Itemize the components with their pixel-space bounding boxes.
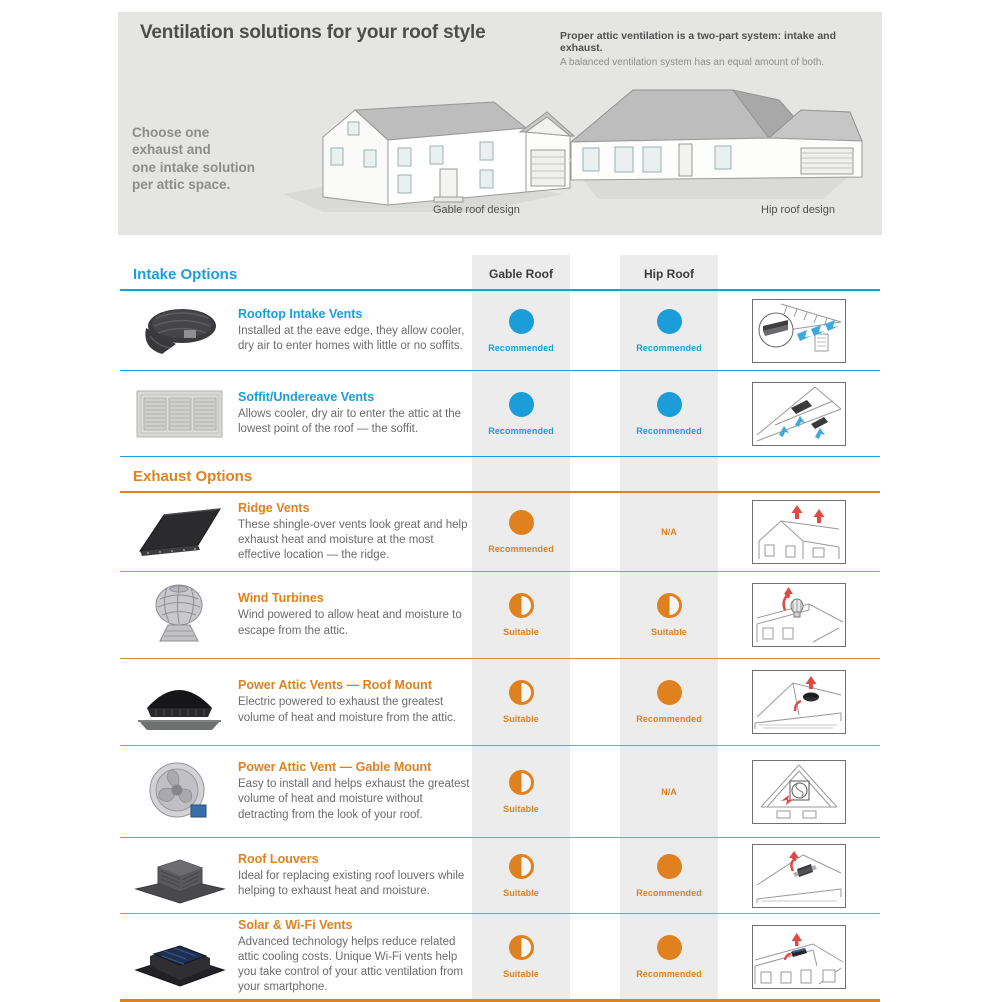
hip-status-cell — [620, 914, 718, 999]
product-description: Ideal for replacing existing roof louvers while helping to exhaust heat and moisture. — [238, 869, 465, 897]
status-dot — [657, 680, 682, 705]
status-dot — [657, 854, 682, 879]
status-dot — [509, 935, 534, 960]
table-row-wind-turbines — [120, 572, 880, 659]
status-label: Suitable — [503, 803, 539, 814]
gable-status-cell — [472, 746, 570, 837]
thumbnail-gable-mount-fan-illustration — [752, 760, 846, 824]
product-name: Wind Turbines — [238, 591, 324, 606]
column-header-gable-roof: Gable Roof — [488, 267, 553, 281]
product-description: Easy to install and helps exhaust the greatest volume of heat and moisture without detracting from the look of your roof. — [238, 778, 470, 821]
gable-status-cell — [472, 659, 570, 745]
status-dot — [657, 593, 682, 618]
product-description: Allows cooler, dry air to enter the attic at the lowest point of the roof — the soffit. — [238, 407, 462, 435]
status-label: Recommended — [636, 425, 702, 436]
hero-note — [560, 30, 860, 68]
hip-status-cell — [620, 572, 718, 658]
product-description: These shingle-over vents look great and help exhaust heat and moisture at the most effective location — the ridge. — [238, 518, 468, 562]
hip-status-cell — [620, 746, 718, 837]
exhaust-header-row — [120, 457, 880, 493]
status-dot — [509, 770, 534, 795]
choose-line: one intake solution — [132, 159, 256, 175]
product-name: Ridge Vents — [238, 500, 310, 515]
product-description: Electric powered to exhaust the greatest volume of heat and moisture from the attic. — [238, 696, 456, 724]
product-name: Roof Louvers — [238, 851, 319, 866]
intake-header-row — [120, 255, 880, 291]
thumbnail-solar-vent-illustration — [752, 925, 846, 989]
table-row-soffit-undereave-vents — [120, 371, 880, 457]
status-dot — [657, 392, 682, 417]
product-image-soffit-vent — [132, 384, 227, 444]
choose-instruction — [132, 124, 255, 193]
status-label: Recommended — [636, 342, 702, 353]
hero-note-bold: Proper attic ventilation is a two-part system: intake and exhaust. — [560, 30, 836, 54]
page-title: Ventilation solutions for your roof style — [140, 22, 486, 43]
hip-status-cell — [620, 838, 718, 913]
status-dot — [509, 854, 534, 879]
choose-line: exhaust and — [132, 142, 211, 158]
product-description: Wind powered to allow heat and moisture to escape from the attic. — [238, 609, 462, 637]
table-row-ridge-vents — [120, 493, 880, 572]
comparison-table — [120, 255, 880, 1002]
status-dot — [509, 392, 534, 417]
product-description: Installed at the eave edge, they allow cooler, dry air to enter homes with little or no soffits. — [238, 324, 465, 352]
status-label: N/A — [661, 527, 677, 537]
thumbnail-eave-intake-illustration — [752, 299, 846, 363]
status-label: Recommended — [636, 887, 702, 898]
hip-status-cell — [620, 493, 718, 571]
status-dot — [509, 309, 534, 334]
status-label: Recommended — [636, 968, 702, 979]
product-image-ridge-vent — [132, 503, 227, 561]
product-name: Solar & Wi-Fi Vents — [238, 917, 353, 932]
gable-status-cell — [472, 291, 570, 370]
status-label: Suitable — [503, 714, 539, 724]
choose-line: Choose one — [132, 125, 210, 140]
choose-line: per attic space. — [132, 176, 231, 192]
hip-status-cell — [620, 659, 718, 745]
intake-options-heading: Intake Options — [133, 266, 238, 283]
status-label: Recommended — [488, 342, 554, 353]
thumbnail-roof-louver-illustration — [752, 844, 846, 908]
product-image-rooftop-intake-vent — [132, 300, 227, 362]
status-label: Suitable — [503, 968, 539, 979]
status-label: Recommended — [636, 714, 702, 724]
thumbnail-ridge-vent-illustration — [752, 500, 846, 564]
status-dot — [509, 510, 534, 535]
thumbnail-roof-mount-vent-illustration — [752, 670, 846, 734]
product-name: Soffit/Undereave Vents — [238, 389, 375, 404]
status-label: Suitable — [503, 887, 539, 898]
table-row-power-attic-vent-gable-mount — [120, 746, 880, 838]
product-image-roof-louver — [132, 847, 227, 905]
product-image-gable-mount-fan — [133, 759, 225, 825]
table-row-roof-louvers — [120, 838, 880, 914]
gable-status-cell — [472, 914, 570, 999]
gable-house-illustration — [268, 62, 578, 212]
status-label: Recommended — [488, 425, 554, 436]
product-image-power-attic-vent-roof-mount — [132, 672, 227, 732]
exhaust-options-heading: Exhaust Options — [133, 468, 253, 485]
hero-note-sub: A balanced ventilation system has an equal amount of both. — [560, 57, 825, 68]
product-name: Power Attic Vent — Gable Mount — [238, 760, 432, 775]
status-label: Suitable — [651, 627, 687, 637]
status-dot — [657, 935, 682, 960]
hip-house-illustration — [563, 64, 868, 209]
status-label: Recommended — [488, 544, 554, 554]
hero-section — [118, 12, 882, 235]
hip-status-cell — [620, 371, 718, 456]
column-header-hip-roof: Hip Roof — [644, 267, 694, 281]
hip-status-cell — [620, 291, 718, 370]
gable-status-cell — [472, 572, 570, 658]
gable-status-cell — [472, 371, 570, 456]
product-image-solar-vent — [132, 926, 227, 988]
product-image-wind-turbine — [134, 583, 224, 647]
gable-status-cell — [472, 838, 570, 913]
gable-roof-label: Gable roof design — [433, 204, 520, 216]
hip-roof-label: Hip roof design — [761, 204, 835, 216]
product-name: Power Attic Vents — Roof Mount — [238, 678, 432, 693]
status-dot — [509, 680, 534, 705]
table-row-solar-wifi-vents — [120, 914, 880, 1002]
status-label: N/A — [661, 786, 677, 797]
product-name: Rooftop Intake Vents — [238, 306, 363, 321]
status-dot — [657, 309, 682, 334]
gable-status-cell — [472, 493, 570, 571]
thumbnail-soffit-intake-illustration — [752, 382, 846, 446]
product-description: Advanced technology helps reduce related attic cooling costs. Unique Wi-Fi vents help you take control of your attic ventilation from your smartphone. — [238, 935, 463, 994]
thumbnail-wind-turbine-illustration — [752, 583, 846, 647]
table-row-rooftop-intake-vents — [120, 291, 880, 371]
status-label: Suitable — [503, 627, 539, 637]
status-dot — [509, 593, 534, 618]
table-row-power-attic-vents-roof-mount — [120, 659, 880, 746]
